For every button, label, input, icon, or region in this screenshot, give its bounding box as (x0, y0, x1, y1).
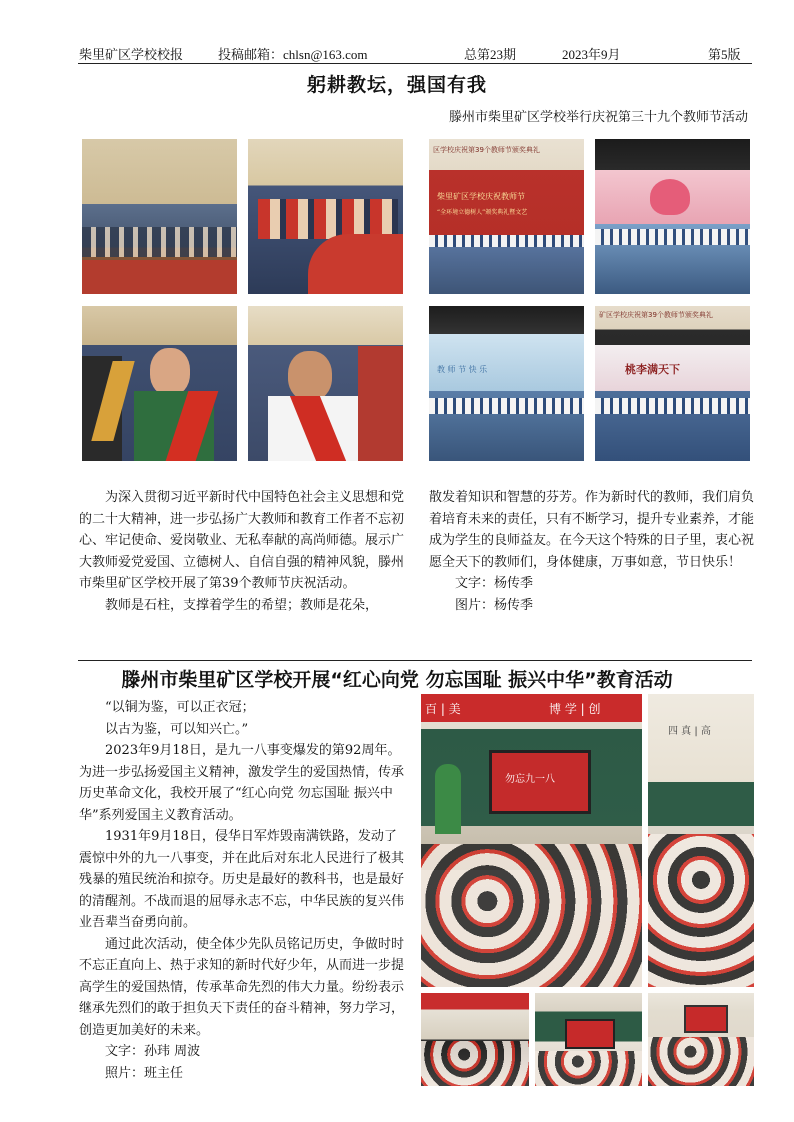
photo-classroom-students (648, 694, 754, 987)
article2-paragraph-2: 1931年9月18日，侵华日军炸毁南满铁路，发动了震惊中外的九一八事变，并在此后对东北人民进行了极其残暴的殖民统治和掠夺。历史是最好的教科书，也是最好的清醒剂。不战而退的屈辱永志不忘，中华民族的复兴伟业吾辈当奋勇向前。 (79, 829, 405, 930)
photo-classroom-lesson (421, 694, 642, 987)
photo-wall-text-1: 百 | 美 (425, 702, 461, 716)
article1-title: 躬耕教坛，强国有我 (306, 74, 487, 96)
article1-column-left (79, 487, 409, 616)
article2-body (79, 697, 409, 1084)
article1-paragraph-1: 为深入贯彻习近平新时代中国特色社会主义思想和党的二十大精神，进一步弘扬广大教师和教育工作者不忘初心、牢记使命、爱岗敬业、无私奉献的高尚师德。展示广大教师爱党爱国、立德树人、自信自强的精神风貌，滕州市柴里矿区学校开展了第39个教师节庆祝活动。 (79, 490, 405, 591)
photo-screen-text-918: 勿忘九一八 (505, 774, 555, 785)
photo-wall-text-3: 四 真 | 高 (668, 726, 711, 737)
issue-date: 2023年9月 (562, 47, 621, 62)
article2-paragraph-3: 通过此次活动，使全体少先队员铭记历史，争做时时不忘正直向上、热于求知的新时代好少年，从而进一步提高学生的爱国热情，传承革命先烈的伟大力量。纷纷表示继承先烈们的敢于担负天下责任的奋斗精神，努力学习，创造更加美好的未来。 (79, 936, 405, 1038)
photo-stage-banner (429, 139, 584, 294)
page-number: 第5版 (708, 47, 741, 62)
article1-paragraph-2-cont: 散发着知识和智慧的芬芳。作为新时代的教师，我们肩负着培育未来的责任，只有不断学习，提升专业素养，才能成为学生的良师益友。在今天这个特殊的日子里，衷心祝愿全天下的教师们，身体健康，万事如意，节日快乐！ (429, 490, 755, 570)
photo-teacher-woman-sash (82, 306, 237, 461)
photo-stage-pink-screen (595, 139, 750, 294)
photo-taoli-text: 桃李满天下 (625, 363, 680, 376)
photo-teachers-with-sashes (248, 139, 403, 294)
photo-banner-text: 柴里矿区学校庆祝教师节 (437, 192, 525, 201)
article1-paragraph-2: 教师是石柱，支撑着学生的希望；教师是花朵， (105, 597, 379, 613)
article1-column-right (429, 487, 754, 616)
article2-title: 滕州市柴里矿区学校开展“红心向党 勿忘国耻 振兴中华”教育活动 (121, 669, 673, 691)
article2-paragraph-1: 2023年9月18日，是九一八事变爆发的第92周年。为进一步弘扬爱国主义精神，激发学生的爱国热情，传承历史革命文化，我校开展了“红心向党 勿忘国耻 振兴中华”系列爱国主义教育活动。 (79, 743, 405, 823)
photo-stage-taoli-screen (595, 306, 750, 461)
photo-screen-text: 教 师 节 快 乐 (437, 365, 488, 374)
photo-classroom-small-2 (535, 993, 642, 1086)
photo-teachers-seated-wide (82, 139, 237, 294)
photo-stage-blue-screen (429, 306, 584, 461)
issue-number: 总第23期 (464, 47, 517, 62)
photo-stage-strip-text: 矿区学校庆祝第39个教师节颁奖典礼 (599, 311, 713, 319)
photo-banner-subtext: “全环境立德树人”颁奖典礼暨文艺 (437, 209, 528, 216)
article2-quote-line-1: “以铜为鉴，可以正衣冠； (105, 700, 255, 715)
article1-credit-text: 文字：杨传季 (455, 576, 534, 591)
section-divider (78, 660, 752, 661)
article2-quote-line-2: 以古为鉴，可以知兴亡。” (105, 721, 249, 737)
photo-classroom-small-1 (421, 993, 529, 1086)
header-rule (78, 63, 752, 64)
photo-banner-strip-text: 区学校庆祝第39个教师节颁奖典礼 (433, 146, 540, 154)
article1-credit-photo: 图片：杨传季 (455, 597, 534, 613)
article2-credit-text: 文字：孙玮 周波 (105, 1044, 201, 1059)
paper-name: 柴里矿区学校校报 (79, 47, 184, 62)
article1-subtitle: 滕州市柴里矿区学校举行庆祝第三十九个教师节活动 (448, 110, 748, 125)
article2-credit-photo: 照片：班主任 (105, 1065, 184, 1081)
photo-wall-text-2: 博 学 | 创 (549, 702, 601, 716)
photo-teacher-man-sash (248, 306, 403, 461)
submission-email: 投稿邮箱：chlsn@163.com (218, 47, 368, 62)
photo-classroom-small-3 (648, 993, 754, 1086)
